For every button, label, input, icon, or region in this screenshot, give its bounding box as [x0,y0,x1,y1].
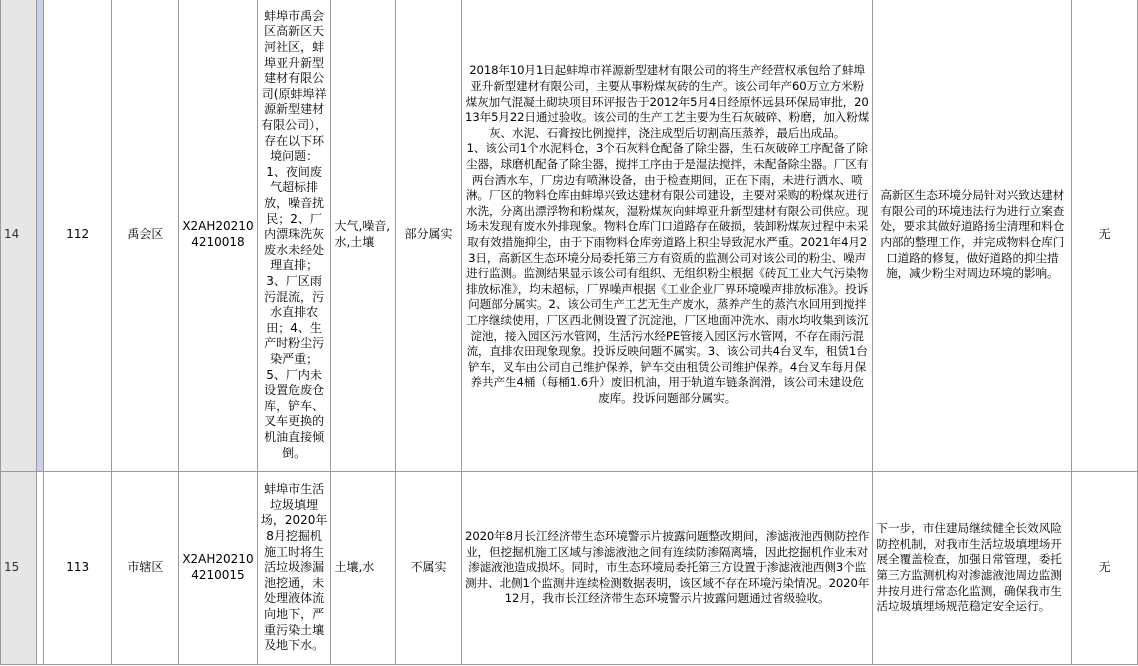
row-header[interactable]: 15 [1,472,37,665]
verification-cell[interactable]: 2018年10月1日起蚌埠市祥源新型建材有限公司的将生产经营权承包给了蚌埠亚升新型建材有限公司，主要从事粉煤灰砖的生产。该公司年产60万立方米粉煤灰加气混凝土砌块项目环评报告于2012年5月4日经原怀远县环保局审批，2013年5月22日通过验收。该公司的生产工艺主要为生石灰破碎、粉磨，加入粉煤灰、水泥、石膏按比例搅拌，浇注成型后切割高压蒸养，最后出成品。 1、该公司1个水泥料仓，3个石灰料仓配备了除尘器，生石灰破碎工序配备了除尘器，球磨机配备了除尘器，搅拌工序由于是湿法搅拌，未配备除尘器。厂区有两台洒水车，厂房边有喷淋设备，由于检查期间，正在下雨，未进行洒水、喷淋。厂区的物料仓库由蚌埠兴致达建材有限公司建设，主要对采购的粉煤灰进行水洗，分离出漂浮物和粉煤灰，湿粉煤灰向蚌埠亚升新型建材有限公司供应。现场未发现有废水外排现象。物料仓库门口道路存在破损，装卸粉煤灰过程中未采取有效措施抑尘，由于下雨物料仓库旁道路上积尘导致泥水严重。2021年4月23日，高新区生态环境分局委托第三方有资质的监测公司对该公司的粉尘、噪声进行监测。监测结果显示该公司有组织、无组织粉尘根据《砖瓦工业大气污染物排放标准》，均未超标，厂界噪声根据《工业企业厂界环境噪声排放标准》。投诉问题部分属实。2、该公司生产工艺无生产废水，蒸养产生的蒸汽水回用到搅拌工序继续使用，厂区西北侧设置了沉淀池，厂区地面冲洗水、雨水均收集到该沉淀池，接入园区污水管网，生活污水经PE管接入园区污水管网，不存在雨污混流，直排农田现象现象。投诉反映问题不属实。3、该公司共4台叉车，租赁1台铲车，叉车由公司自己维护保养，铲车交由租赁公司维护保养。4台叉车每月保养共产生4桶（每桶1.6升）废旧机油，用于轨道车链条润滑，该公司未建设危废库。投诉问题部分属实。 [461,0,873,472]
finding-cell[interactable]: 部分属实 [396,0,462,472]
rectification-cell[interactable]: 高新区生态环境分局针对兴致达建材有限公司的环境违法行为进行立案查处，要求其做好道路扬尘清理和料仓内部的整理工作，并完成物料仓库门口道路的修复，做好道路的抑尘措施，减少粉尘对周边环境的影响。 [873,0,1072,472]
code-cell[interactable]: X2AH202104210018 [179,0,258,472]
accountability-cell[interactable]: 无 [1072,472,1138,665]
subject-cell[interactable]: 蚌埠市禹会区高新区天河社区，蚌埠亚升新型建材有限公司(原蚌埠祥源新型建材有限公司），存在以下环境问题：1、夜间废气超标排放，噪音扰民；2、厂内漂珠洗灰废水未经处理直排；3、厂区雨污混流，污水直排农田；4、生产时粉尘污染严重；5、厂内未设置危废仓库，铲车、叉车更换的机油直接倾倒。 [257,0,331,472]
rectification-cell[interactable]: 下一步，市住建局继续健全长效风险防控机制，对我市生活垃圾填埋场开展全覆盖检查，加强日常管理，委托第三方监测机构对渗滤液池周边监测井按月进行常态化监测，确保我市生活垃圾填埋场规范稳定安全运行。 [873,472,1072,665]
seq-cell[interactable]: 113 [43,472,112,665]
row-header[interactable]: 14 [1,0,37,472]
subject-cell[interactable]: 蚌埠市生活垃圾填埋场，2020年8月挖掘机施工时将生活垃圾渗漏池挖通，未处理液体流向地下，严重污染土壤及地下水。 [257,472,331,665]
row-marker [36,0,43,472]
seq-cell[interactable]: 112 [43,0,112,472]
verification-cell[interactable]: 2020年8月长江经济带生态环境警示片披露问题整改期间，渗滤液池西侧防控作业，但挖掘机施工区域与渗滤液池之间有连续防渗隔离墙，因此挖掘机作业未对渗滤液池造成损坏。同时，市生态环境局委托第三方设置于渗滤液池西侧3个监测井、北侧1个监测井连续检测数据表明，该区域不存在环境污染情况。2020年12月，我市长江经济带生态环境警示片披露问题通过省级验收。 [461,472,873,665]
table-row [1,0,1138,472]
accountability-cell[interactable]: 无 [1072,0,1138,472]
type-cell[interactable]: 土壤,水 [331,472,396,665]
row-marker [36,472,43,665]
type-cell[interactable]: 大气,噪音,水,土壤 [331,0,396,472]
finding-cell[interactable]: 不属实 [396,472,462,665]
district-cell[interactable]: 市辖区 [112,472,179,665]
table-row [1,472,1138,665]
code-cell[interactable]: X2AH202104210015 [179,472,258,665]
district-cell[interactable]: 禹会区 [112,0,179,472]
